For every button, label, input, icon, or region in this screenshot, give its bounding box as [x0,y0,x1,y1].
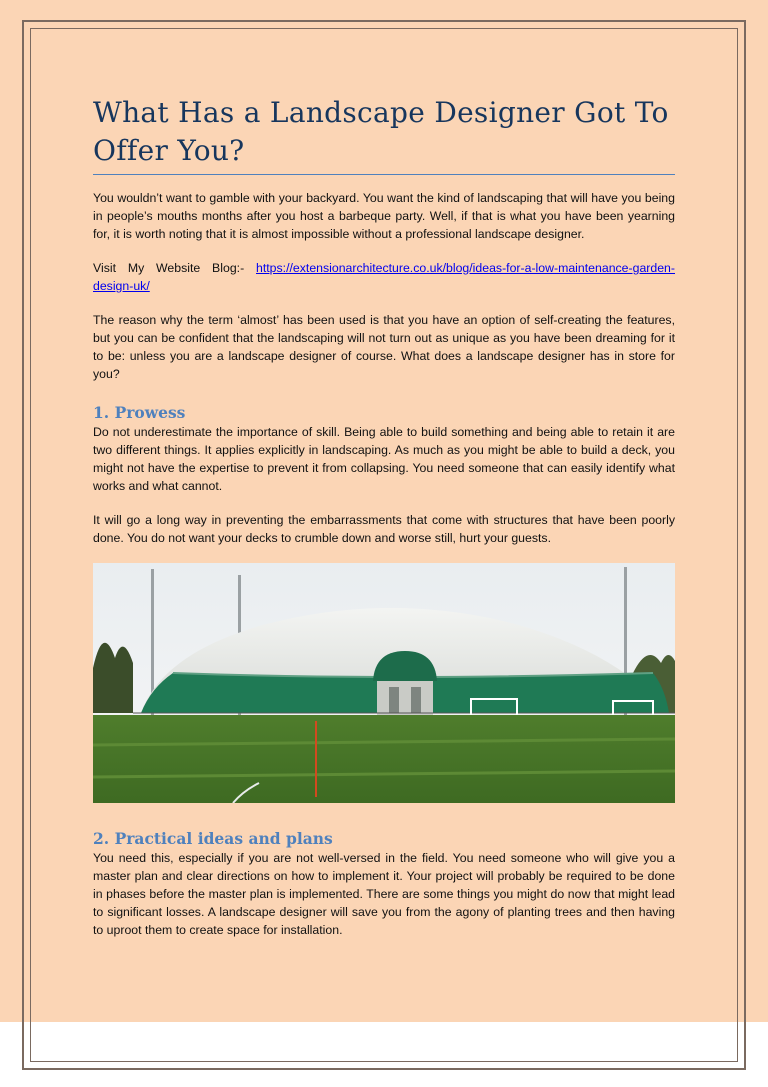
prowess-paragraph-2: It will go a long way in preventing the embarrassments that come with structures that have been poorly done. You do not want your decks to crumble down and worse still, hurt your guests. [93,513,675,545]
section-heading-practical-ideas: 2. Practical ideas and plans [93,829,333,848]
visit-paragraph [93,259,675,295]
reason-paragraph: The reason why the term ‘almost’ has been used is that you have an option of self-creating the features, but you can be confident that the landscaping will not turn out as unique as you have been dreaming for it to be: unless you are a landscape designer of course. What does a landscape designer has in store for you? [93,313,675,381]
visit-prefix: Visit My Website Blog:- [93,261,256,275]
page-title: What Has a Landscape Designer Got To Offer You? [93,94,675,175]
prowess-paragraph-1: Do not underestimate the importance of skill. Being able to build something and being able to retain it are two different things. It applies explicitly in landscaping. As much as you might be able to build a deck, you might not have the expertise to prevent it from collapsing. You need someone that can easily identify what works and what cannot. [93,425,675,493]
blog-link[interactable]: https://extensionarchitecture.co.uk/blog/ideas-for-a-low-maintenance-garden-design-uk/ [93,261,675,293]
section-heading-prowess: 1. Prowess [93,403,186,422]
practical-ideas-paragraph: You need this, especially if you are not well-versed in the field. You need someone who will give you a master plan and clear directions on how to implement it. Your project will probably be required to be done in phases before the master plan is implemented. There are some things you might do now that might lead to significant losses. A landscape designer will save you from the agony of planting trees and then having to uproot them to create space for installation. [93,851,675,937]
dome-photo [93,563,675,803]
document-content [93,94,675,939]
intro-paragraph: You wouldn’t want to gamble with your backyard. You want the kind of landscaping that will have you being in people’s mouths months after you host a barbeque party. Well, if that is what you have been yearning for, it is worth noting that it is almost impossible without a professional landscape designer. [93,191,675,241]
